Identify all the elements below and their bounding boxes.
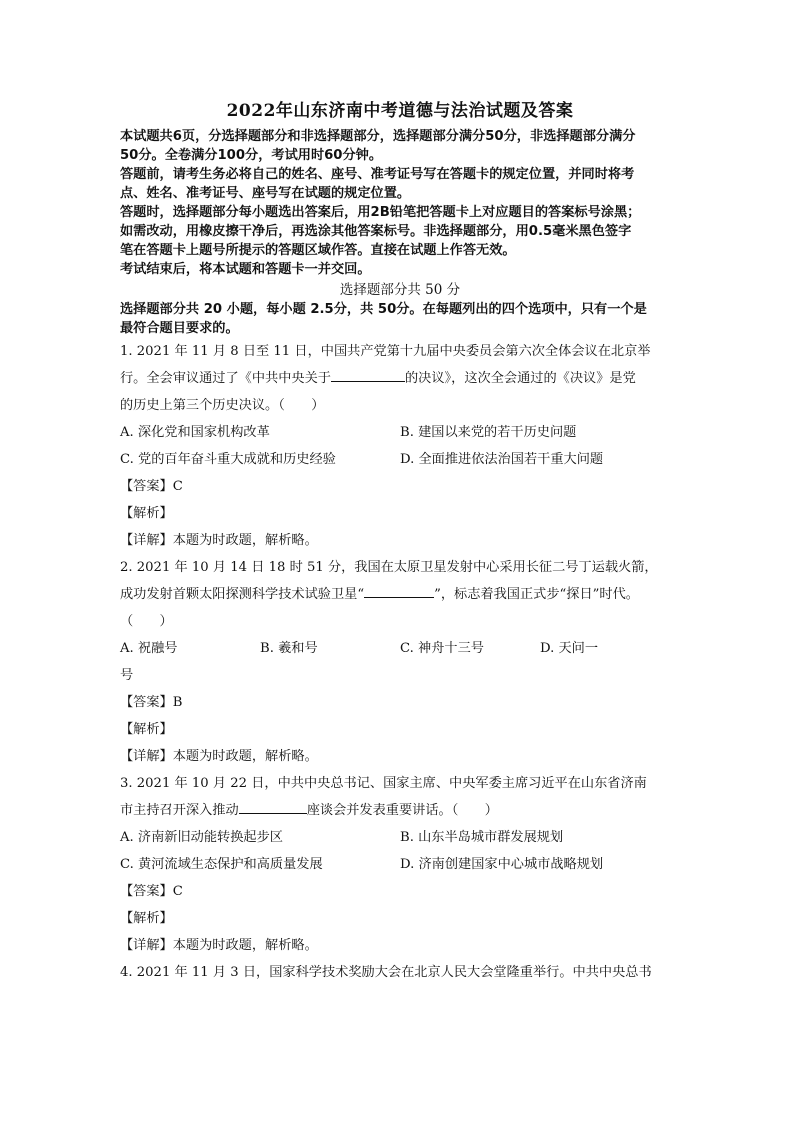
answer-blank	[364, 583, 434, 598]
section-desc: 选择题部分共 20 小题，每小题 2.5分，共 50分。在每题列出的四个选项中，只有一个是	[120, 302, 647, 317]
question-text-part: 行。全会审议通过了《中共中央关于	[120, 371, 331, 386]
question-text	[120, 581, 680, 608]
intro-line: 50分。全卷满分100分，考试用时60分钟。	[120, 148, 383, 163]
option-a: A. 济南新旧动能转换起步区	[120, 830, 283, 845]
detail-label: 【详解】本题为时政题，解析略。	[120, 938, 318, 953]
question-text-part: ”，标志着我国正式步“探日”时代。	[434, 587, 639, 602]
question-text	[120, 365, 680, 392]
question-4	[120, 959, 680, 986]
analysis-label: 【解析】	[120, 722, 173, 737]
option-a: A. 深化党和国家机构改革	[120, 425, 270, 440]
page-title: 2022年山东济南中考道德与法治试题及答案	[226, 101, 574, 121]
answer-label: 【答案】C	[120, 884, 183, 899]
answer-label: 【答案】C	[120, 479, 183, 494]
question-text: 3. 2021 年 10 月 22 日，中共中央总书记、国家主席、中央军委主席习近平在山东省济南	[120, 776, 647, 791]
question-text: 2. 2021 年 10 月 14 日 18 时 51 分，我国在太原卫星发射中心采用长征二号丁运载火箭，	[120, 560, 658, 575]
option-wrap: 号	[120, 668, 134, 683]
answer-blank	[239, 799, 307, 814]
question-2	[120, 554, 680, 770]
intro-line: 答题前，请考生务必将自己的姓名、座号、准考证号写在答题卡的规定位置，并同时将考	[120, 167, 635, 182]
answer-label: 【答案】B	[120, 695, 183, 710]
question-text-part: 的决议》，这次全会通过的《决议》是党	[405, 371, 636, 386]
question-text-part: 市主持召开深入推动	[120, 803, 239, 818]
analysis-label: 【解析】	[120, 506, 173, 521]
option-d: D. 济南创建国家中心城市战略规划	[400, 857, 604, 872]
intro-line: 笔在答题卡上题号所提示的答题区域作答。直接在试题上作答无效。	[120, 243, 516, 258]
option-b: B. 建国以来党的若干历史问题	[400, 425, 577, 440]
document-page	[120, 96, 680, 986]
answer-blank	[331, 367, 405, 382]
question-text-part: 成功发射首颗太阳探测科学技术试验卫星“	[120, 587, 365, 602]
option-c: C. 黄河流域生态保护和高质量发展	[120, 857, 323, 872]
options-row	[120, 635, 680, 662]
detail-label: 【详解】本题为时政题，解析略。	[120, 749, 318, 764]
exam-instructions	[120, 127, 680, 279]
intro-line: 点、姓名、准考证号、座号写在试题的规定位置。	[120, 186, 411, 201]
option-c: C. 党的百年奋斗重大成就和历史经验	[120, 452, 336, 467]
option-c: C. 神舟十三号	[400, 641, 484, 656]
options-row	[120, 446, 680, 473]
intro-line: 如需改动，用橡皮擦干净后，再选涂其他答案标号。非选择题部分，用0.5毫米黑色签字	[120, 224, 632, 239]
question-text	[120, 797, 680, 824]
option-a: A. 祝融号	[120, 641, 178, 656]
question-text: 的历史上第三个历史决议。（ ）	[120, 398, 325, 413]
question-text: （ ）	[120, 614, 173, 629]
question-text: 1. 2021 年 11 月 8 日至 11 日，中国共产党第十九届中央委员会第六次全体会议在北京举	[120, 344, 651, 359]
intro-line: 本试题共6页，分选择题部分和非选择题部分，选择题部分满分50分，非选择题部分满分	[120, 129, 636, 144]
option-d: D. 天问一	[540, 641, 599, 656]
question-3	[120, 770, 680, 959]
question-1	[120, 338, 680, 554]
intro-line: 考试结束后，将本试题和答题卡一并交回。	[120, 262, 371, 277]
options-row	[120, 824, 680, 851]
options-row	[120, 419, 680, 446]
options-row	[120, 851, 680, 878]
option-d: D. 全面推进依法治国若干重大问题	[400, 452, 604, 467]
detail-label: 【详解】本题为时政题，解析略。	[120, 533, 318, 548]
intro-line: 答题时，选择题部分每小题选出答案后，用2B铅笔把答题卡上对应题目的答案标号涂黑；	[120, 205, 641, 220]
option-b: B. 山东半岛城市群发展规划	[400, 830, 564, 845]
section-title: 选择题部分共 50 分	[339, 282, 461, 298]
option-b: B. 羲和号	[260, 641, 318, 656]
analysis-label: 【解析】	[120, 911, 173, 926]
question-text-part: 座谈会并发表重要讲话。（ ）	[306, 803, 498, 818]
question-text: 4. 2021 年 11 月 3 日，国家科学技术奖励大会在北京人民大会堂隆重举行。中共中央总书	[120, 965, 652, 980]
section-desc: 最符合题目要求的。	[120, 321, 239, 336]
